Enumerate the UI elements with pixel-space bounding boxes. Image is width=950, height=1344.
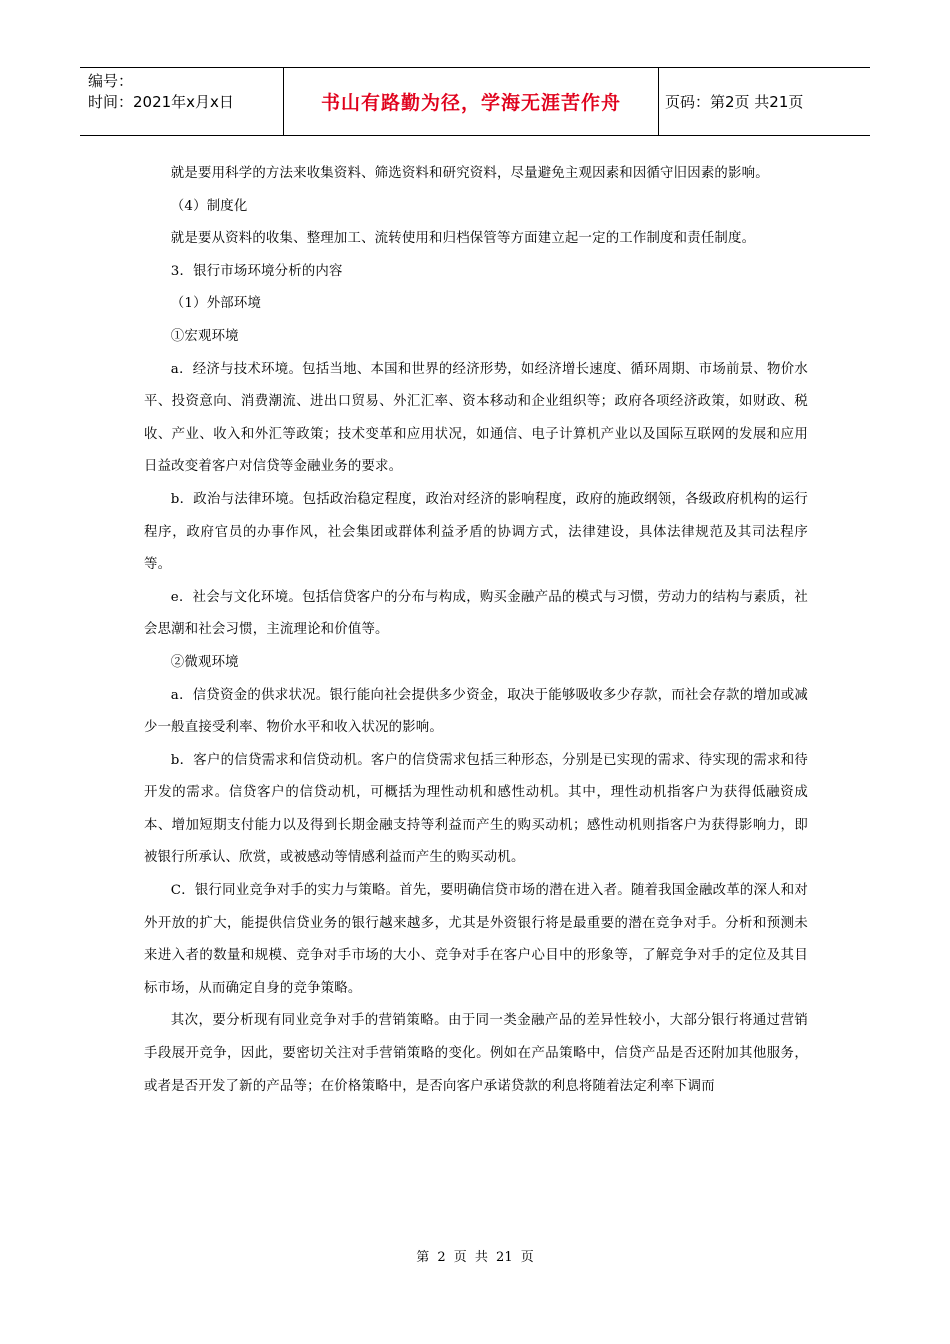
subsection-heading: （1）外部环境 bbox=[170, 296, 262, 312]
page-footer: 第 2 页 共 21 页 bbox=[416, 1250, 534, 1265]
document-time-label: 时间：2021年x月x日 bbox=[88, 93, 234, 111]
page-header bbox=[80, 67, 870, 136]
header-page-info: 页码：第2页 共21页 bbox=[665, 93, 804, 111]
paragraph: b．客户的信贷需求和信贷动机。客户的信贷需求包括三种形态，分别是已实现的需求、待实现的需求和待开发的需求。信贷客户的信贷动机，可概括为理性动机和感性动机。其中，理性动机指客户为获得低融资成本、增加短期支付能力以及得到长期金融支持等利益而产生的购买动机；感性动机则指客户为获得影响力，即被银行所承认、欣赏，或被感动等情感利益而产生的购买动机。 bbox=[144, 752, 808, 866]
subsection-heading: ②微观环境 bbox=[170, 654, 239, 670]
paragraph: a．经济与技术环境。包括当地、本国和世界的经济形势，如经济增长速度、循环周期、市场前景、物价水平、投资意向、消费潮流、进出口贸易、外汇汇率、资本移动和企业组织等；政府各项经济政策，如财政、税收、产业、收入和外汇等政策；技术变革和应用状况，如通信、电子计算机产业以及国际互联网的发展和应用日益改变着客户对信贷等金融业务的要求。 bbox=[144, 361, 808, 475]
document-number-label: 编号： bbox=[88, 72, 134, 90]
paragraph: 就是要从资料的收集、整理加工、流转使用和归档保管等方面建立起一定的工作制度和责任制度。 bbox=[170, 231, 756, 247]
paragraph: C．银行同业竞争对手的实力与策略。首先，要明确信贷市场的潜在进入者。随着我国金融改革的深人和对外开放的扩大，能提供信贷业务的银行越来越多，尤其是外资银行将是最重要的潜在竞争对手。分析和预测未来进入者的数量和规模、竞争对手市场的大小、竞争对手在客户心目中的形象等，了解竞争对手的定位及其目标市场，从而确定自身的竞争策略。 bbox=[144, 883, 808, 996]
header-motto: 书山有路勤为径，学海无涯苦作舟 bbox=[283, 68, 659, 135]
paragraph: 其次，要分析现有同业竞争对手的营销策略。由于同一类金融产品的差异性较小，大部分银行将通过营销手段展开竞争，因此，要密切关注对手营销策略的变化。例如在产品策略中，信贷产品是否还附加其他服务，或者是否开发了新的产品等；在价格策略中，是否向客户承诺贷款的利息将随着法定利率下调而 bbox=[144, 1013, 808, 1094]
header-meta bbox=[80, 68, 283, 135]
paragraph: b．政治与法律环境。包括政治稳定程度，政治对经济的影响程度，政府的施政纲领，各级政府机构的运行程序，政府官员的办事作风，社会集团或群体利益矛盾的协调方式，法律建设，具体法律规范及其司法程序等。 bbox=[144, 491, 808, 573]
document-body bbox=[144, 158, 808, 1103]
subsection-heading: ①宏观环境 bbox=[170, 328, 239, 344]
paragraph: （4）制度化 bbox=[170, 198, 248, 214]
section-heading: 3．银行市场环境分析的内容 bbox=[170, 263, 343, 279]
paragraph: 就是要用科学的方法来收集资料、筛选资料和研究资料，尽量避免主观因素和因循守旧因素的影响。 bbox=[170, 166, 769, 181]
paragraph: a．信贷资金的供求状况。银行能向社会提供多少资金，取决于能够吸收多少存款，而社会存款的增加或减少一般直接受利率、物价水平和收入状况的影响。 bbox=[144, 687, 808, 736]
paragraph: e．社会与文化环境。包括信贷客户的分布与构成，购买金融产品的模式与习惯，劳动力的结构与素质，社会思潮和社会习惯，主流理论和价值等。 bbox=[144, 589, 808, 638]
